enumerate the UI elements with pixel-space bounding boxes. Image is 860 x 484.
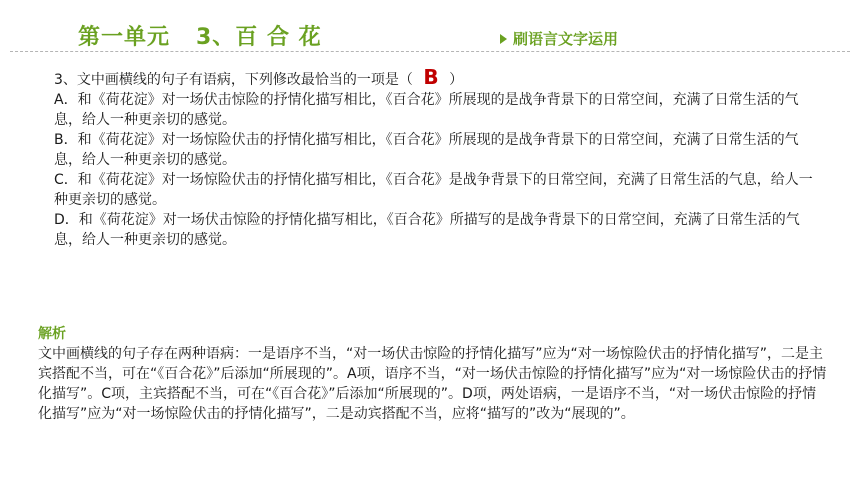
- section-tag: [500, 28, 618, 49]
- question-stem-text: 3、文中画横线的句子有语病，下列修改最恰当的一项是（: [54, 72, 413, 88]
- question-block: [54, 65, 814, 250]
- answer-mark: B: [423, 65, 439, 89]
- option-b: B．和《荷花淀》对一场惊险伏击的抒情化描写相比，《百合花》所展现的是战争背景下的日常空间，充满了日常生活的气息，给人一种更亲切的感觉。: [54, 132, 799, 168]
- triangle-right-icon: [500, 34, 507, 44]
- analysis-title: 解析: [38, 326, 66, 342]
- page-title: 第一单元 3、百 合 花: [78, 25, 322, 50]
- analysis-block: [38, 324, 828, 424]
- option-d: D．和《荷花淀》对一场伏击惊险的抒情化描写相比，《百合花》所描写的是战争背景下的日常空间，充满了日常生活的气息，给人一种更亲切的感觉。: [54, 212, 800, 248]
- option-c: C．和《荷花淀》对一场惊险伏击的抒情化描写相比，《百合花》是战争背景下的日常空间，充满了日常生活的气息，给人一种更亲切的感觉。: [54, 172, 813, 208]
- option-a: A．和《荷花淀》对一场伏击惊险的抒情化描写相比，《百合花》所展现的是战争背景下的日常空间，充满了日常生活的气息，给人一种更亲切的感觉。: [54, 92, 799, 128]
- question-stem: [54, 65, 814, 90]
- analysis-body: 文中画横线的句子存在两种语病：一是语序不当，“对一场伏击惊险的抒情化描写”应为“对一场惊险伏击的抒情化描写”，二是主宾搭配不当，可在“《百合花》”后添加“所展现的”。A项，语序不当，“对一场伏击惊险的抒情化描写”应为“对一场惊险伏击的抒情化描写”。C项，主宾搭配不当，可在“《百合花》”后添加“所展现的”。D项，两处语病，一是语序不当，“对一场伏击惊险的抒情化描写”应为“对一场惊险伏击的抒情化描写”，二是动宾搭配不当，应将“描写的”改为“展现的”。: [38, 346, 827, 422]
- header-divider: [10, 51, 850, 52]
- question-stem-close: ）: [449, 72, 464, 88]
- section-tag-label: 刷语言文字运用: [513, 30, 619, 48]
